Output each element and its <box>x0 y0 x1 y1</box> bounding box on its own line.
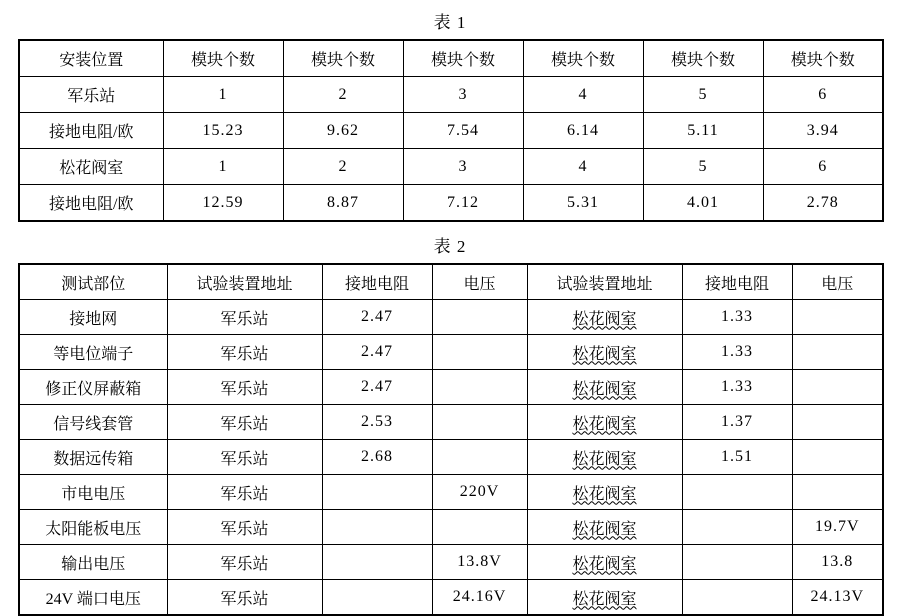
cell: 信号线套管 <box>19 405 167 440</box>
cell <box>322 475 432 510</box>
cell: 8.87 <box>283 185 403 222</box>
table-row <box>19 40 883 77</box>
cell <box>682 510 792 545</box>
cell: 数据远传箱 <box>19 440 167 475</box>
cell: 220V <box>432 475 527 510</box>
cell: 2.78 <box>763 185 883 222</box>
table-row <box>19 545 883 580</box>
cell: 5.11 <box>643 113 763 149</box>
cell: 市电电压 <box>19 475 167 510</box>
cell: 松花阀室 <box>527 370 682 405</box>
cell: 4 <box>523 149 643 185</box>
row-header: 接地电阻/欧 <box>19 185 163 222</box>
cell: 5 <box>643 77 763 113</box>
table-row <box>19 300 883 335</box>
cell: 1.51 <box>682 440 792 475</box>
cell: 2.47 <box>322 370 432 405</box>
cell: 2.68 <box>322 440 432 475</box>
cell: 5.31 <box>523 185 643 222</box>
cell: 军乐站 <box>167 335 322 370</box>
cell <box>432 405 527 440</box>
cell: 2.47 <box>322 300 432 335</box>
cell <box>682 475 792 510</box>
cell <box>682 580 792 616</box>
cell: 2.47 <box>322 335 432 370</box>
table-row <box>19 440 883 475</box>
column-header: 试验装置地址 <box>167 264 322 300</box>
table-row <box>19 475 883 510</box>
cell: 模块个数 <box>763 40 883 77</box>
column-header: 电压 <box>432 264 527 300</box>
cell: 1.33 <box>682 300 792 335</box>
cell: 3 <box>403 77 523 113</box>
cell: 军乐站 <box>167 440 322 475</box>
table-row <box>19 335 883 370</box>
cell <box>792 335 883 370</box>
cell: 松花阀室 <box>527 335 682 370</box>
column-header: 接地电阻 <box>322 264 432 300</box>
cell <box>322 545 432 580</box>
cell: 1 <box>163 77 283 113</box>
cell: 军乐站 <box>167 545 322 580</box>
column-header: 测试部位 <box>19 264 167 300</box>
column-header: 接地电阻 <box>682 264 792 300</box>
table-row <box>19 185 883 222</box>
cell: 4.01 <box>643 185 763 222</box>
cell: 军乐站 <box>167 510 322 545</box>
row-header: 军乐站 <box>19 77 163 113</box>
cell: 1.33 <box>682 335 792 370</box>
cell: 模块个数 <box>403 40 523 77</box>
table-row <box>19 510 883 545</box>
table-row <box>19 113 883 149</box>
cell: 19.7V <box>792 510 883 545</box>
cell: 军乐站 <box>167 405 322 440</box>
cell: 2 <box>283 77 403 113</box>
cell: 2 <box>283 149 403 185</box>
cell: 3.94 <box>763 113 883 149</box>
cell: 12.59 <box>163 185 283 222</box>
cell: 7.12 <box>403 185 523 222</box>
column-header: 电压 <box>792 264 883 300</box>
cell <box>792 405 883 440</box>
cell: 24V 端口电压 <box>19 580 167 616</box>
cell: 等电位端子 <box>19 335 167 370</box>
cell: 松花阀室 <box>527 580 682 616</box>
cell: 6.14 <box>523 113 643 149</box>
cell: 修正仪屏蔽箱 <box>19 370 167 405</box>
cell: 模块个数 <box>643 40 763 77</box>
cell: 24.13V <box>792 580 883 616</box>
cell: 军乐站 <box>167 300 322 335</box>
cell <box>792 440 883 475</box>
cell <box>432 440 527 475</box>
cell: 模块个数 <box>283 40 403 77</box>
table-1 <box>18 39 884 222</box>
cell <box>432 510 527 545</box>
cell <box>322 580 432 616</box>
cell: 接地网 <box>19 300 167 335</box>
cell: 松花阀室 <box>527 475 682 510</box>
row-header: 接地电阻/欧 <box>19 113 163 149</box>
row-header: 安装位置 <box>19 40 163 77</box>
table-2 <box>18 263 884 616</box>
cell <box>432 300 527 335</box>
cell: 24.16V <box>432 580 527 616</box>
cell: 2.53 <box>322 405 432 440</box>
cell: 军乐站 <box>167 475 322 510</box>
cell: 6 <box>763 149 883 185</box>
cell: 松花阀室 <box>527 440 682 475</box>
cell <box>792 370 883 405</box>
cell: 松花阀室 <box>527 510 682 545</box>
cell: 松花阀室 <box>527 405 682 440</box>
table-row <box>19 405 883 440</box>
document-page <box>0 8 900 608</box>
table-row <box>19 77 883 113</box>
table-row <box>19 149 883 185</box>
cell: 模块个数 <box>523 40 643 77</box>
cell: 军乐站 <box>167 580 322 616</box>
cell: 4 <box>523 77 643 113</box>
cell: 9.62 <box>283 113 403 149</box>
table-header-row <box>19 264 883 300</box>
cell: 1.33 <box>682 370 792 405</box>
cell: 13.8 <box>792 545 883 580</box>
cell: 军乐站 <box>167 370 322 405</box>
table-row <box>19 370 883 405</box>
cell: 6 <box>763 77 883 113</box>
cell <box>682 545 792 580</box>
column-header: 试验装置地址 <box>527 264 682 300</box>
cell: 松花阀室 <box>527 545 682 580</box>
cell: 模块个数 <box>163 40 283 77</box>
table2-caption: 表 2 <box>433 237 467 256</box>
cell <box>322 510 432 545</box>
table-row <box>19 580 883 616</box>
cell: 1 <box>163 149 283 185</box>
cell: 13.8V <box>432 545 527 580</box>
cell <box>792 475 883 510</box>
cell: 7.54 <box>403 113 523 149</box>
cell: 输出电压 <box>19 545 167 580</box>
cell: 1.37 <box>682 405 792 440</box>
cell <box>792 300 883 335</box>
cell <box>432 335 527 370</box>
cell: 5 <box>643 149 763 185</box>
cell: 3 <box>403 149 523 185</box>
cell: 太阳能板电压 <box>19 510 167 545</box>
cell: 松花阀室 <box>527 300 682 335</box>
cell <box>432 370 527 405</box>
row-header: 松花阀室 <box>19 149 163 185</box>
table1-caption: 表 1 <box>433 13 467 32</box>
cell: 15.23 <box>163 113 283 149</box>
